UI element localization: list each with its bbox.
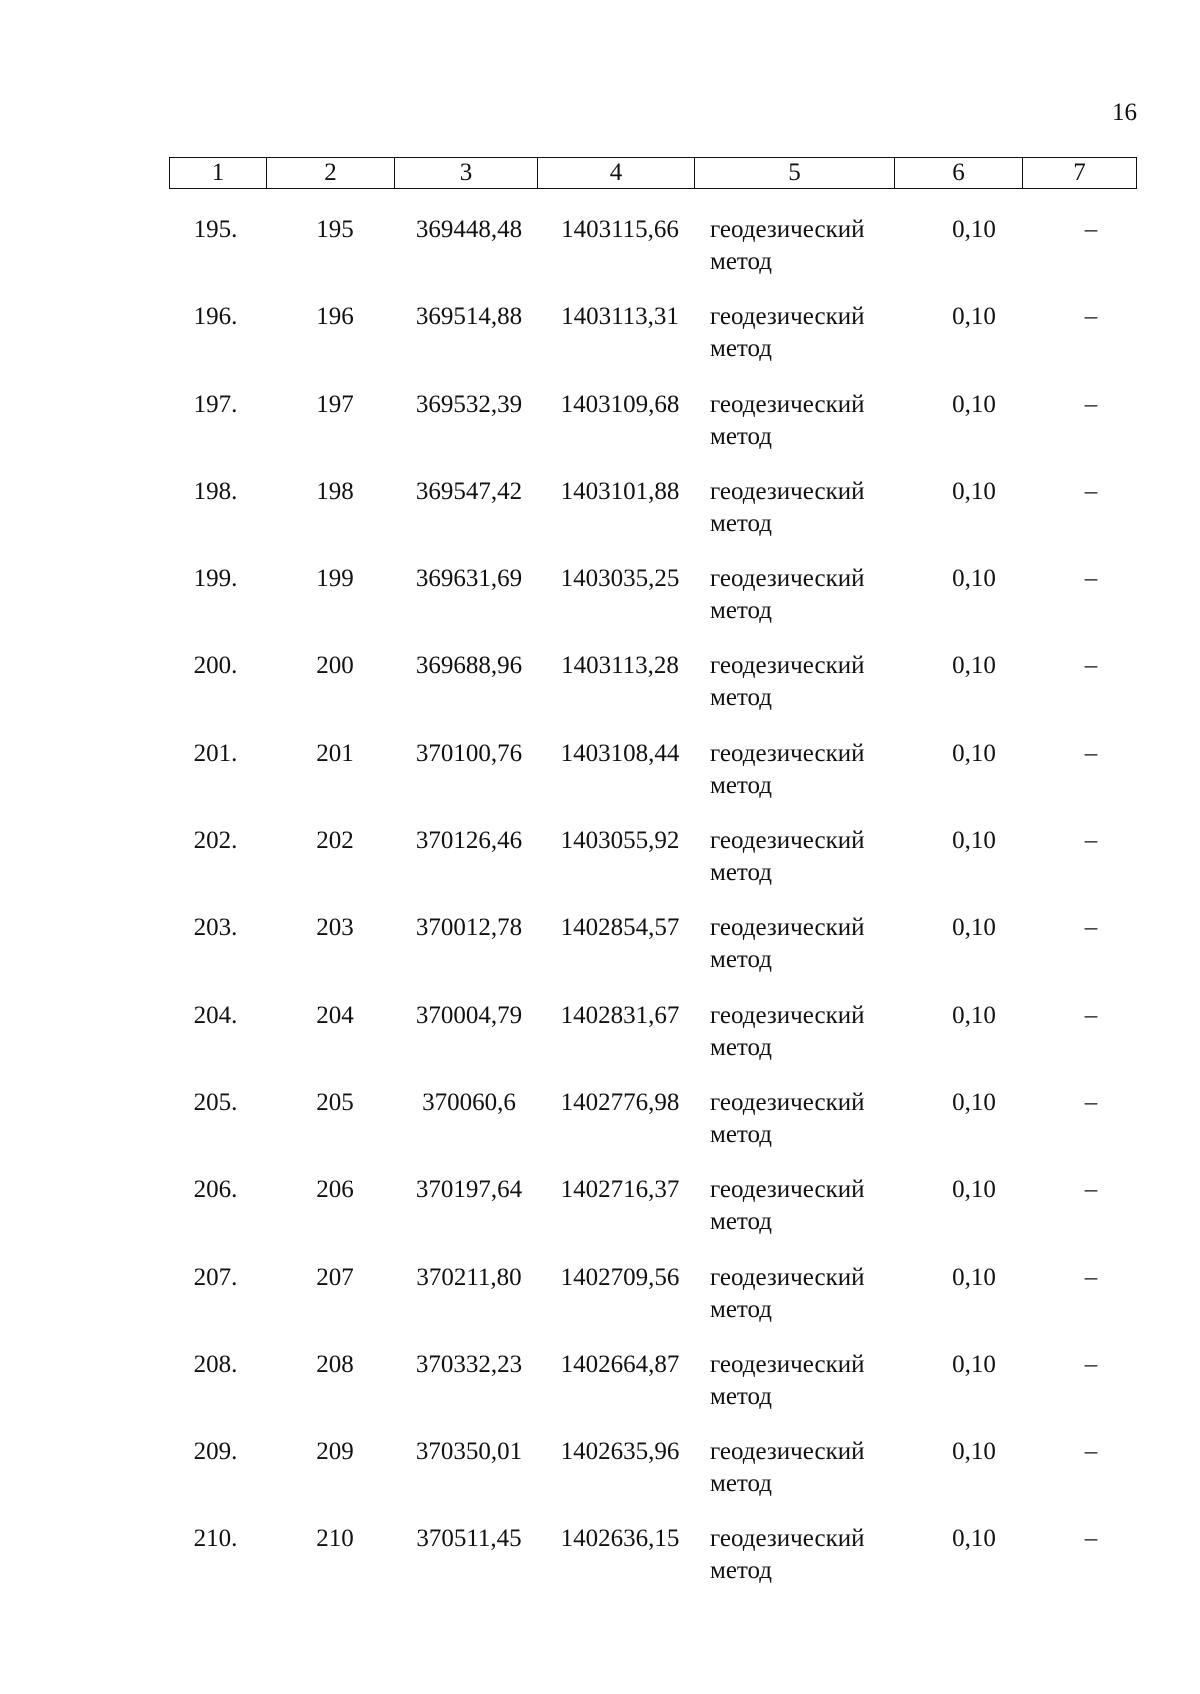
method-line-1: геодезический xyxy=(710,1350,865,1378)
precision: 0,10 xyxy=(952,1176,996,1204)
row-number: 197. xyxy=(193,390,238,418)
method xyxy=(710,1436,910,1500)
table-row xyxy=(169,1087,1136,1174)
method-line-1: геодезический xyxy=(710,1176,865,1204)
method-line-2: метод xyxy=(710,1295,773,1323)
method xyxy=(710,825,910,889)
precision: 0,10 xyxy=(952,565,996,593)
table-row xyxy=(169,650,1136,737)
page-number: 16 xyxy=(1112,99,1137,126)
x-coordinate: 369688,96 xyxy=(415,652,523,680)
precision: 0,10 xyxy=(952,1525,996,1553)
row-number: 204. xyxy=(193,1001,238,1029)
x-coordinate: 370197,64 xyxy=(415,1176,523,1204)
y-coordinate: 1402636,15 xyxy=(560,1525,680,1553)
method-line-2: метод xyxy=(710,1557,773,1585)
method-line-1: геодезический xyxy=(710,390,865,418)
y-coordinate: 1403055,92 xyxy=(560,827,680,855)
row-number: 209. xyxy=(193,1438,238,1466)
y-coordinate: 1403115,66 xyxy=(561,216,679,243)
point-number: 203 xyxy=(316,914,354,942)
method-line-2: метод xyxy=(710,335,773,363)
x-coordinate: 370060,6 xyxy=(422,1088,516,1116)
x-coordinate: 370126,46 xyxy=(415,827,523,855)
method-line-1: геодезический xyxy=(710,1438,865,1466)
header-cell-5: 5 xyxy=(695,158,895,189)
method xyxy=(710,476,910,540)
method-line-2: метод xyxy=(710,946,773,974)
row-number: 210. xyxy=(193,1525,238,1553)
precision: 0,10 xyxy=(952,477,996,505)
method-line-2: метод xyxy=(710,684,773,712)
method xyxy=(710,214,910,278)
method xyxy=(710,389,910,453)
note: – xyxy=(1084,1001,1098,1029)
table-row xyxy=(169,1262,1136,1349)
point-number: 209 xyxy=(316,1438,354,1466)
row-number: 198. xyxy=(193,477,238,505)
header-cell-4: 4 xyxy=(538,158,695,189)
x-coordinate: 369547,42 xyxy=(415,477,523,505)
header-cell-1: 1 xyxy=(170,158,267,189)
method-line-1: геодезический xyxy=(710,827,865,855)
header-row xyxy=(170,158,1137,189)
method-line-2: метод xyxy=(710,248,773,275)
precision: 0,10 xyxy=(952,914,996,942)
x-coordinate: 370100,76 xyxy=(415,739,523,767)
method-line-1: геодезический xyxy=(710,477,865,505)
table-row xyxy=(169,738,1136,825)
method-line-1: геодезический xyxy=(710,565,865,593)
precision: 0,10 xyxy=(952,216,996,243)
header-cell-6: 6 xyxy=(895,158,1023,189)
precision: 0,10 xyxy=(952,1438,996,1466)
note: – xyxy=(1084,827,1098,855)
method-line-2: метод xyxy=(710,1208,773,1236)
precision: 0,10 xyxy=(952,739,996,767)
method-line-2: метод xyxy=(710,1470,773,1498)
y-coordinate: 1403101,88 xyxy=(560,477,680,505)
y-coordinate: 1403035,25 xyxy=(560,565,680,593)
precision: 0,10 xyxy=(952,1350,996,1378)
method-line-1: геодезический xyxy=(710,739,865,767)
row-number: 203. xyxy=(193,914,238,942)
row-number: 195. xyxy=(193,216,238,243)
row-number: 201. xyxy=(193,739,238,767)
row-number: 199. xyxy=(193,565,238,593)
note: – xyxy=(1084,477,1098,505)
x-coordinate: 370332,23 xyxy=(415,1350,523,1378)
y-coordinate: 1402776,98 xyxy=(560,1088,680,1116)
table-row xyxy=(169,1174,1136,1261)
header-cell-7: 7 xyxy=(1023,158,1137,189)
method-line-1: геодезический xyxy=(710,1263,865,1291)
x-coordinate: 370012,78 xyxy=(415,914,523,942)
note: – xyxy=(1084,303,1098,331)
method-line-1: геодезический xyxy=(710,652,865,680)
x-coordinate: 370211,80 xyxy=(416,1263,522,1291)
note: – xyxy=(1084,1525,1098,1553)
row-number: 196. xyxy=(193,303,238,331)
note: – xyxy=(1084,1350,1098,1378)
table-row xyxy=(169,825,1136,912)
header-cell-3: 3 xyxy=(395,158,538,189)
y-coordinate: 1402635,96 xyxy=(560,1438,680,1466)
table-row xyxy=(169,389,1136,476)
method xyxy=(710,738,910,802)
precision: 0,10 xyxy=(952,1001,996,1029)
x-coordinate: 369514,88 xyxy=(415,303,523,331)
method-line-1: геодезический xyxy=(710,1001,865,1029)
note: – xyxy=(1084,390,1098,418)
method xyxy=(710,650,910,714)
method xyxy=(710,1174,910,1238)
row-number: 205. xyxy=(193,1088,238,1116)
method-line-2: метод xyxy=(710,1033,773,1061)
note: – xyxy=(1084,216,1098,243)
row-number: 207. xyxy=(193,1263,238,1291)
method-line-2: метод xyxy=(710,771,773,799)
row-number: 206. xyxy=(193,1176,238,1204)
method-line-1: геодезический xyxy=(710,914,865,942)
point-number: 199 xyxy=(316,565,354,593)
method-line-2: метод xyxy=(710,509,773,537)
table-row xyxy=(169,912,1136,999)
y-coordinate: 1402831,67 xyxy=(560,1001,680,1029)
method xyxy=(710,912,910,976)
note: – xyxy=(1084,652,1098,680)
method-line-2: метод xyxy=(710,859,773,887)
point-number: 210 xyxy=(316,1525,354,1553)
point-number: 206 xyxy=(316,1176,354,1204)
column-number-header xyxy=(169,157,1137,189)
method-line-2: метод xyxy=(710,1120,773,1148)
precision: 0,10 xyxy=(952,652,996,680)
note: – xyxy=(1084,914,1098,942)
point-number: 205 xyxy=(316,1088,354,1116)
table-row xyxy=(169,1349,1136,1436)
table-row xyxy=(169,1436,1136,1523)
method xyxy=(710,563,910,627)
y-coordinate: 1403113,31 xyxy=(561,303,679,331)
method-line-1: геодезический xyxy=(710,1088,865,1116)
note: – xyxy=(1084,1088,1098,1116)
method xyxy=(710,301,910,365)
method-line-1: геодезический xyxy=(710,216,865,243)
y-coordinate: 1403113,28 xyxy=(561,652,679,680)
point-number: 196 xyxy=(316,303,354,331)
row-number: 202. xyxy=(193,827,238,855)
y-coordinate: 1403108,44 xyxy=(560,739,680,767)
point-number: 198 xyxy=(316,477,354,505)
x-coordinate: 370511,45 xyxy=(416,1525,522,1553)
point-number: 201 xyxy=(316,739,354,767)
x-coordinate: 370004,79 xyxy=(415,1001,523,1029)
coordinates-table-body xyxy=(169,214,1136,1611)
method xyxy=(710,1523,910,1587)
point-number: 195 xyxy=(316,216,354,243)
point-number: 204 xyxy=(316,1001,354,1029)
row-number: 200. xyxy=(193,652,238,680)
header-cell-2: 2 xyxy=(267,158,395,189)
table-row xyxy=(169,563,1136,650)
note: – xyxy=(1084,1176,1098,1204)
table-row xyxy=(169,476,1136,563)
point-number: 200 xyxy=(316,652,354,680)
method-line-1: геодезический xyxy=(710,303,865,331)
y-coordinate: 1402716,37 xyxy=(560,1176,680,1204)
y-coordinate: 1402854,57 xyxy=(560,914,680,942)
precision: 0,10 xyxy=(952,390,996,418)
method xyxy=(710,1000,910,1064)
table-row xyxy=(169,214,1136,301)
x-coordinate: 369532,39 xyxy=(415,390,523,418)
x-coordinate: 369631,69 xyxy=(415,565,523,593)
precision: 0,10 xyxy=(952,1263,996,1291)
y-coordinate: 1402709,56 xyxy=(560,1263,680,1291)
table-row xyxy=(169,1000,1136,1087)
point-number: 197 xyxy=(316,390,354,418)
note: – xyxy=(1084,1263,1098,1291)
method-line-2: метод xyxy=(710,597,773,625)
table-row xyxy=(169,301,1136,388)
note: – xyxy=(1084,565,1098,593)
y-coordinate: 1403109,68 xyxy=(560,390,680,418)
x-coordinate: 370350,01 xyxy=(415,1438,523,1466)
point-number: 208 xyxy=(316,1350,354,1378)
note: – xyxy=(1084,1438,1098,1466)
method-line-1: геодезический xyxy=(710,1525,865,1553)
precision: 0,10 xyxy=(952,1088,996,1116)
method-line-2: метод xyxy=(710,1382,773,1410)
point-number: 202 xyxy=(316,827,354,855)
precision: 0,10 xyxy=(952,303,996,331)
method xyxy=(710,1349,910,1413)
method xyxy=(710,1262,910,1326)
method-line-2: метод xyxy=(710,422,773,450)
x-coordinate: 369448,48 xyxy=(415,216,523,243)
precision: 0,10 xyxy=(952,827,996,855)
method xyxy=(710,1087,910,1151)
note: – xyxy=(1084,739,1098,767)
y-coordinate: 1402664,87 xyxy=(560,1350,680,1378)
row-number: 208. xyxy=(193,1350,238,1378)
point-number: 207 xyxy=(316,1263,354,1291)
table-row xyxy=(169,1523,1136,1610)
